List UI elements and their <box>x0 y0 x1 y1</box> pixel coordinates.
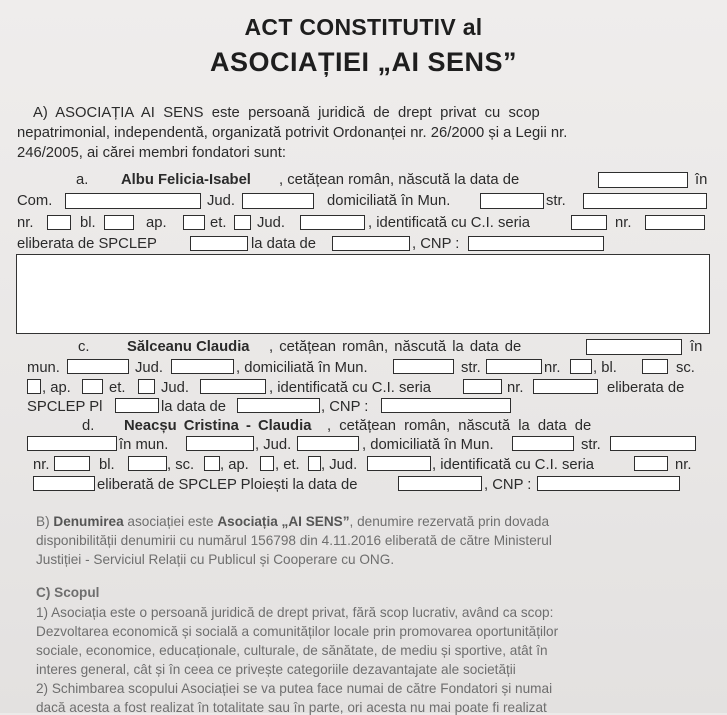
redacted-block <box>16 254 710 334</box>
member-c-ap-label: , ap. <box>42 380 71 396</box>
redacted-box <box>645 215 705 230</box>
member-d-id-label: , identificată cu C.I. seria <box>432 457 595 473</box>
member-c-str-label: str. <box>461 360 481 376</box>
member-a-issued-label: eliberata de SPCLEP <box>17 236 157 252</box>
redacted-box <box>598 172 688 188</box>
redacted-box <box>104 215 134 230</box>
section-c-line-2: Dezvoltarea economică și socială a comunităților locale prin promovarea oportunităților <box>36 624 559 639</box>
member-d-ap-label: , ap. <box>220 457 249 473</box>
member-c-id-label: , identificată cu C.I. seria <box>269 380 432 396</box>
member-d-issued-label: eliberată de SPCLEP Ploiești la data de <box>97 477 358 493</box>
member-c-cnp-label: , CNP : <box>321 399 369 415</box>
member-d-domicile-label: , domiciliată în Mun. <box>362 437 494 453</box>
redacted-box <box>27 379 41 394</box>
member-a-et-label: et. <box>210 215 227 231</box>
redacted-box <box>27 436 117 451</box>
redacted-box <box>260 456 274 471</box>
redacted-box <box>54 456 90 471</box>
member-d-letter: d. <box>82 418 95 434</box>
redacted-box <box>300 215 365 230</box>
redacted-box <box>297 436 359 451</box>
redacted-box <box>570 359 592 374</box>
redacted-box <box>65 193 201 209</box>
redacted-box <box>82 379 103 394</box>
member-c-issued-label: eliberata de <box>607 380 685 396</box>
redacted-box <box>234 215 251 230</box>
redacted-box <box>393 359 454 374</box>
member-a-bl-label: bl. <box>80 215 96 231</box>
section-a-line-2: nepatrimonial, independentă, organizată potrivit Ordonanței nr. 26/2000 și a Legii nr. <box>17 125 568 141</box>
member-c-nr2-label: nr. <box>507 380 524 396</box>
member-a-date-label: la data de <box>251 236 316 252</box>
redacted-box <box>463 379 502 394</box>
member-a-jud-label: Jud. <box>207 193 235 209</box>
section-c-line-5: 2) Schimbarea scopului Asociației se va putea face numai de către Fondatori și numai <box>36 681 553 696</box>
member-d-mun-label: în mun. <box>119 437 169 453</box>
section-b-line-1: B) Denumirea asociației este Asociația „AI SENS”, denumire rezervată prin dovada <box>36 514 550 529</box>
member-a-com-label: Com. <box>17 193 53 209</box>
member-d-nr2-label: nr. <box>675 457 692 473</box>
member-a-cnp-label: , CNP : <box>412 236 460 252</box>
redacted-box <box>183 215 205 230</box>
member-c-in: în <box>690 339 703 355</box>
member-c-bl-label: , bl. <box>593 360 617 376</box>
redacted-box <box>571 215 607 230</box>
member-d-sc-label: , sc. <box>167 457 195 473</box>
member-d-name: Neacșu Cristina - Claudia <box>124 418 312 434</box>
redacted-box <box>171 359 234 374</box>
redacted-box <box>237 398 320 413</box>
member-a-jud2-label: Jud. <box>257 215 285 231</box>
member-a-ap-label: ap. <box>146 215 167 231</box>
member-d-birth-text: , cetățean român, născută la data de <box>327 418 592 434</box>
member-c-name: Sălceanu Claudia <box>127 339 250 355</box>
member-c-date-label: la data de <box>161 399 226 415</box>
section-b-line-2: disponibilității denumirii cu numărul 156798 din 4.11.2016 eliberată de către Ministerul <box>36 533 552 548</box>
redacted-box <box>138 379 155 394</box>
member-d-nr-label: nr. <box>33 457 50 473</box>
member-d-cnp-label: , CNP : <box>484 477 532 493</box>
redacted-box <box>480 193 544 209</box>
redacted-box <box>583 193 707 209</box>
redacted-box <box>537 476 680 491</box>
redacted-box <box>115 398 159 413</box>
section-b-line-3: Justiției - Serviciul Relații cu Publicul și Cooperare cu ONG. <box>36 552 395 567</box>
section-c-heading: C) Scopul <box>36 585 100 600</box>
member-a-domicile-label: domiciliată în Mun. <box>327 193 451 209</box>
section-a-line-1: A) ASOCIAȚIA AI SENS este persoană juridică de drept privat cu scop <box>33 105 540 121</box>
section-a-line-3: 246/2005, ai cărei membri fondatori sunt: <box>17 145 286 161</box>
section-c-line-1: 1) Asociația este o persoană juridică de drept privat, fără scop lucrativ, având ca scop: <box>36 605 554 620</box>
redacted-box <box>242 193 314 209</box>
redacted-box <box>200 379 266 394</box>
section-c-line-6: dacă acesta a fost realizat în totalitate sau în parte, ori acesta nu mai poate fi realizat <box>36 700 547 715</box>
member-a-name: Albu Felicia-Isabel <box>121 172 251 188</box>
member-c-sc-label: sc. <box>676 360 695 376</box>
member-c-jud2-label: Jud. <box>161 380 189 396</box>
redacted-box <box>190 236 248 251</box>
member-d-jud2-label: , Jud. <box>321 457 358 473</box>
member-d-et-label: , et. <box>275 457 300 473</box>
document-title: ACT CONSTITUTIV al <box>244 14 483 40</box>
member-a-birth-text: , cetățean român, născută la data de <box>279 172 520 188</box>
member-a-id-label: , identificată cu C.I. seria <box>368 215 531 231</box>
member-c-jud-label: Jud. <box>135 360 163 376</box>
member-a-nr2-label: nr. <box>615 215 632 231</box>
redacted-box <box>186 436 254 451</box>
member-c-letter: c. <box>78 339 90 355</box>
member-c-birth-text: , cetățean român, născută la data de <box>269 339 522 355</box>
redacted-box <box>128 456 167 471</box>
redacted-box <box>634 456 668 471</box>
member-d-bl-label: bl. <box>99 457 115 473</box>
redacted-box <box>332 236 410 251</box>
redacted-box <box>586 339 682 355</box>
member-c-mun-label: mun. <box>27 360 60 376</box>
redacted-box <box>468 236 604 251</box>
redacted-box <box>486 359 542 374</box>
section-c-line-3: sociale, economice, educaționale, culturale, de sănătate, de mediu și sportive, atât în <box>36 643 548 658</box>
member-a-str-label: str. <box>546 193 566 209</box>
redacted-box <box>642 359 668 374</box>
member-d-jud-label: , Jud. <box>255 437 292 453</box>
redacted-box <box>367 456 431 471</box>
section-c-line-4: interes general, cât și în ceea ce privește categoriile dezavantajate ale societății <box>36 662 516 677</box>
redacted-box <box>398 476 482 491</box>
redacted-box <box>512 436 574 451</box>
member-d-str-label: str. <box>581 437 601 453</box>
redacted-box <box>67 359 129 374</box>
association-title: ASOCIAȚIEI „AI SENS” <box>209 47 518 77</box>
member-c-spclep-label: SPCLEP Pl <box>27 399 103 415</box>
redacted-box <box>610 436 696 451</box>
redacted-box <box>204 456 220 471</box>
member-c-domicile-label: , domiciliată în Mun. <box>236 360 368 376</box>
redacted-box <box>308 456 321 471</box>
redacted-box <box>47 215 71 230</box>
member-c-nr-label: nr. <box>544 360 561 376</box>
redacted-box <box>33 476 95 491</box>
member-c-et-label: et. <box>109 380 126 396</box>
member-a-letter: a. <box>76 172 89 188</box>
member-a-nr-label: nr. <box>17 215 34 231</box>
member-a-in: în <box>695 172 708 188</box>
redacted-box <box>381 398 511 413</box>
redacted-box <box>533 379 598 394</box>
